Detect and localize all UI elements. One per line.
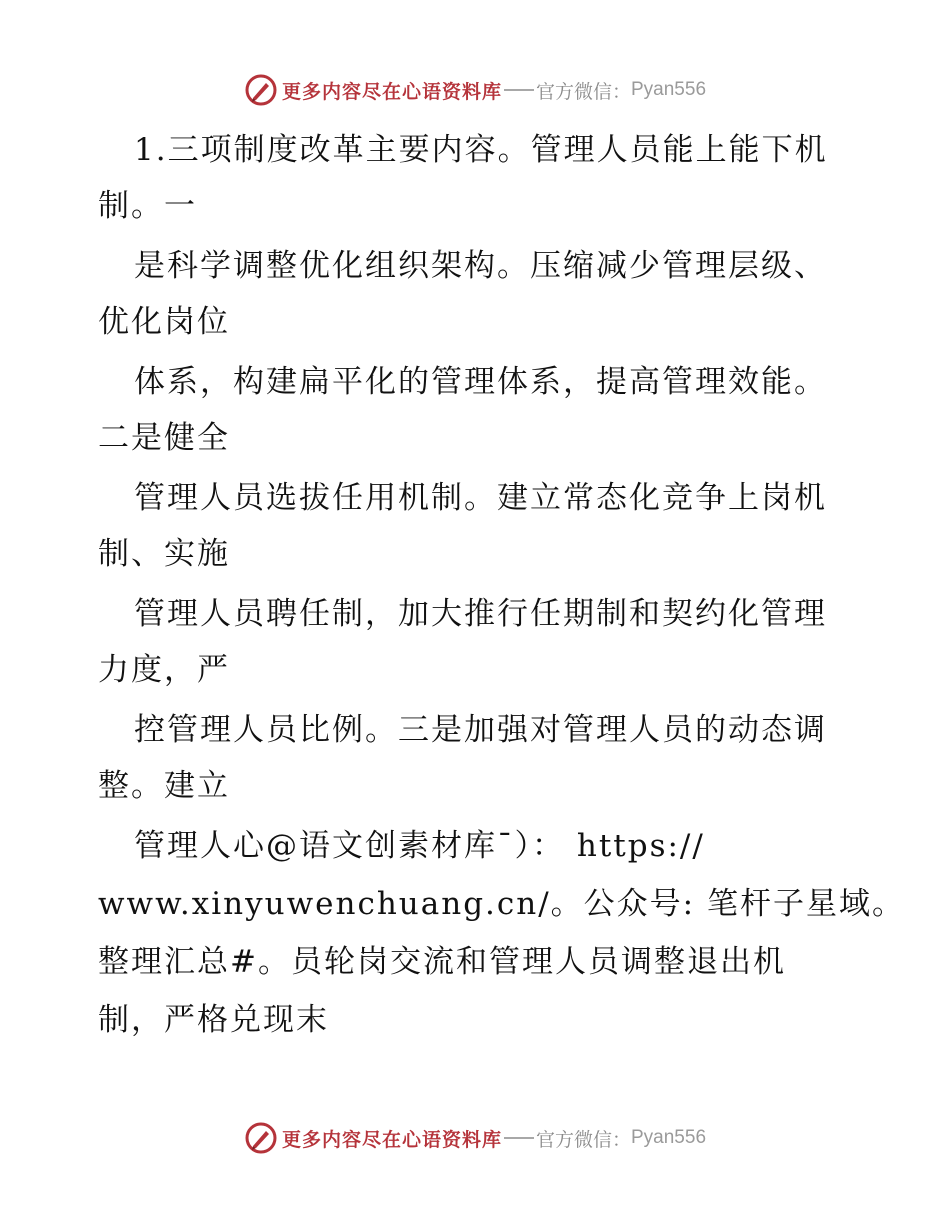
- body-line: 整理汇总#。员轮岗交流和管理人员调整退出机: [98, 944, 786, 980]
- body-line: 控管理人员比例。三是加强对管理人员的动态调: [134, 712, 827, 748]
- body-line: 管理人员聘任制，加大推行任期制和契约化管理: [134, 596, 827, 632]
- body-line: 1.三项制度改革主要内容。管理人员能上能下机: [134, 132, 828, 168]
- pen-logo-icon: [244, 73, 278, 107]
- footer-handle: Pyan556: [631, 1127, 707, 1148]
- body-line: 管理人心@语文创素材库¯）： https://: [134, 828, 705, 864]
- body-line: 制、实施: [98, 536, 230, 572]
- footer-brand: 更多内容尽在心语资料库: [281, 1128, 502, 1151]
- body-line: 整。建立: [98, 768, 230, 804]
- footer-banner: [0, 1118, 950, 1158]
- header-divider: [504, 89, 534, 91]
- header-label: 官方微信：: [535, 80, 631, 103]
- body-line: 优化岗位: [98, 304, 230, 340]
- body-line: 二是健全: [98, 420, 230, 456]
- body-line: www.xinyuwenchuang.cn/。公众号: 笔杆子星域。: [98, 886, 905, 922]
- body-line: 是科学调整优化组织架构。压缩减少管理层级、: [134, 248, 827, 284]
- body-line: 力度，严: [98, 652, 230, 688]
- footer-label: 官方微信：: [535, 1128, 631, 1151]
- header-banner: [0, 70, 950, 110]
- pen-logo-icon: [244, 1121, 278, 1155]
- body-line: 制，严格兑现末: [98, 1002, 329, 1038]
- body-line: 管理人员选拔任用机制。建立常态化竞争上岗机: [134, 480, 827, 516]
- header-brand: 更多内容尽在心语资料库: [281, 80, 502, 103]
- header-handle: Pyan556: [631, 79, 707, 100]
- body-line: 制。一: [98, 188, 197, 224]
- footer-divider: [504, 1137, 534, 1139]
- body-line: 体系，构建扁平化的管理体系，提高管理效能。: [134, 364, 827, 400]
